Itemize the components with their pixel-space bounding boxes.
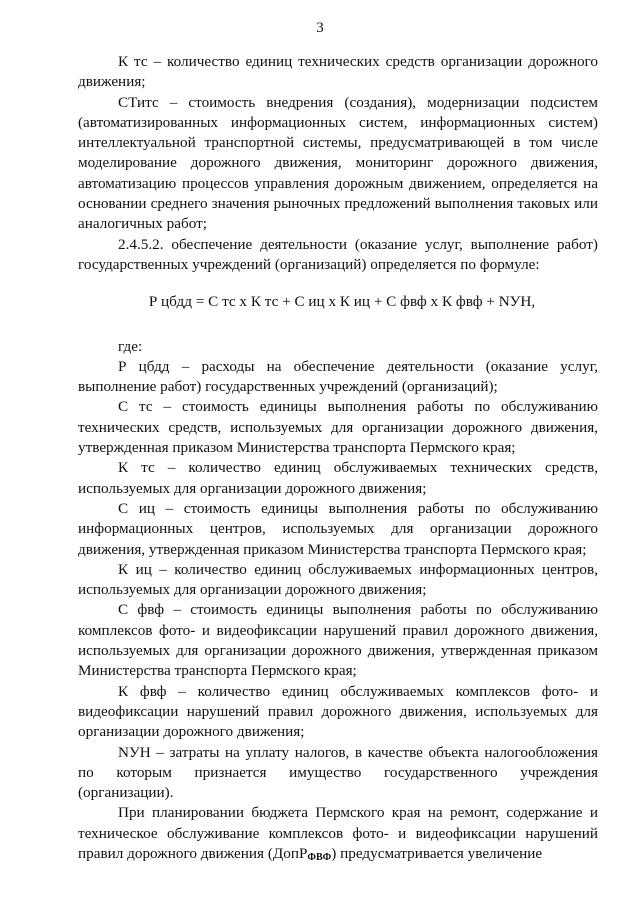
definition-nun: NУН – затраты на уплату налогов, в качестве объекта налогообложения по которым признается имущество государственного учреждения (организации).: [78, 743, 598, 802]
where-label: где:: [118, 337, 143, 355]
page-number: 3: [316, 20, 324, 36]
paragraph-2-4-5-2: 2.4.5.2. обеспечение деятельности (оказание услуг, выполнение работ) государственных учреждений (организаций) определяется по формуле:: [78, 235, 598, 273]
formula: Р цбдд = С тс х К тс + С иц х К иц + С фвф х К фвф + NУН,: [148, 293, 536, 311]
paragraph-st-its: СТитс – стоимость внедрения (создания), модернизации подсистем (автоматизированных информационных систем, информационных систем) интеллектуальной транспортной системы, предусматривающей в том числе моделирование дорожного движения, мониторинг дорожного движения, автоматизацию процессов управления дорожным движением, определяется на основании среднего значения рыночных предложений выполнения таковых или аналогичных работ;: [78, 93, 598, 233]
definition-k-fvf: К фвф – количество единиц обслуживаемых комплексов фото- и видеофиксации нарушений правил дорожного движения, используемых для организации дорожного движения;: [78, 682, 598, 741]
definition-r-tsbdd: Р цбдд – расходы на обеспечение деятельности (оказание услуг, выполнение работ) государственных учреждений (организаций);: [78, 357, 598, 396]
definition-k-its: К иц – количество единиц обслуживаемых информационных центров, используемых для организации дорожного движения;: [78, 560, 598, 599]
closing-text-before: При планировании бюджета Пермского края на ремонт, содержание и техническое обслуживание комплексов фото- и видеофиксации нарушений правил дорожного движения (ДопР: [78, 804, 598, 862]
document-body: [78, 52, 598, 868]
definition-s-its: С иц – стоимость единицы выполнения работы по обслуживанию информационных центров, используемых для организации дорожного движения, утвержденная приказом Министерства транспорта Пермского края;: [78, 499, 598, 558]
definition-k-ts: К тс – количество единиц обслуживаемых технических средств, используемых для организации дорожного движения;: [78, 459, 598, 497]
paragraph-k-ts: К тс – количество единиц технических средств организации дорожного движения;: [78, 53, 598, 91]
closing-text-after: ) предусматривается увеличение: [331, 844, 543, 862]
definition-s-fvf: С фвф – стоимость единицы выполнения работы по обслуживанию комплексов фото- и видеофиксации нарушений правил дорожного движения, используемых для организации дорожного движения, утвержденная приказом Министерства транспорта Пермского края;: [78, 601, 598, 680]
definition-s-ts: С тс – стоимость единицы выполнения работы по обслуживанию технических средств, используемых для организации дорожного движения, утвержденная приказом Министерства транспорта Пермского края;: [78, 398, 598, 457]
closing-paragraph: [78, 803, 598, 868]
closing-subscript: ФВФ: [307, 851, 332, 863]
